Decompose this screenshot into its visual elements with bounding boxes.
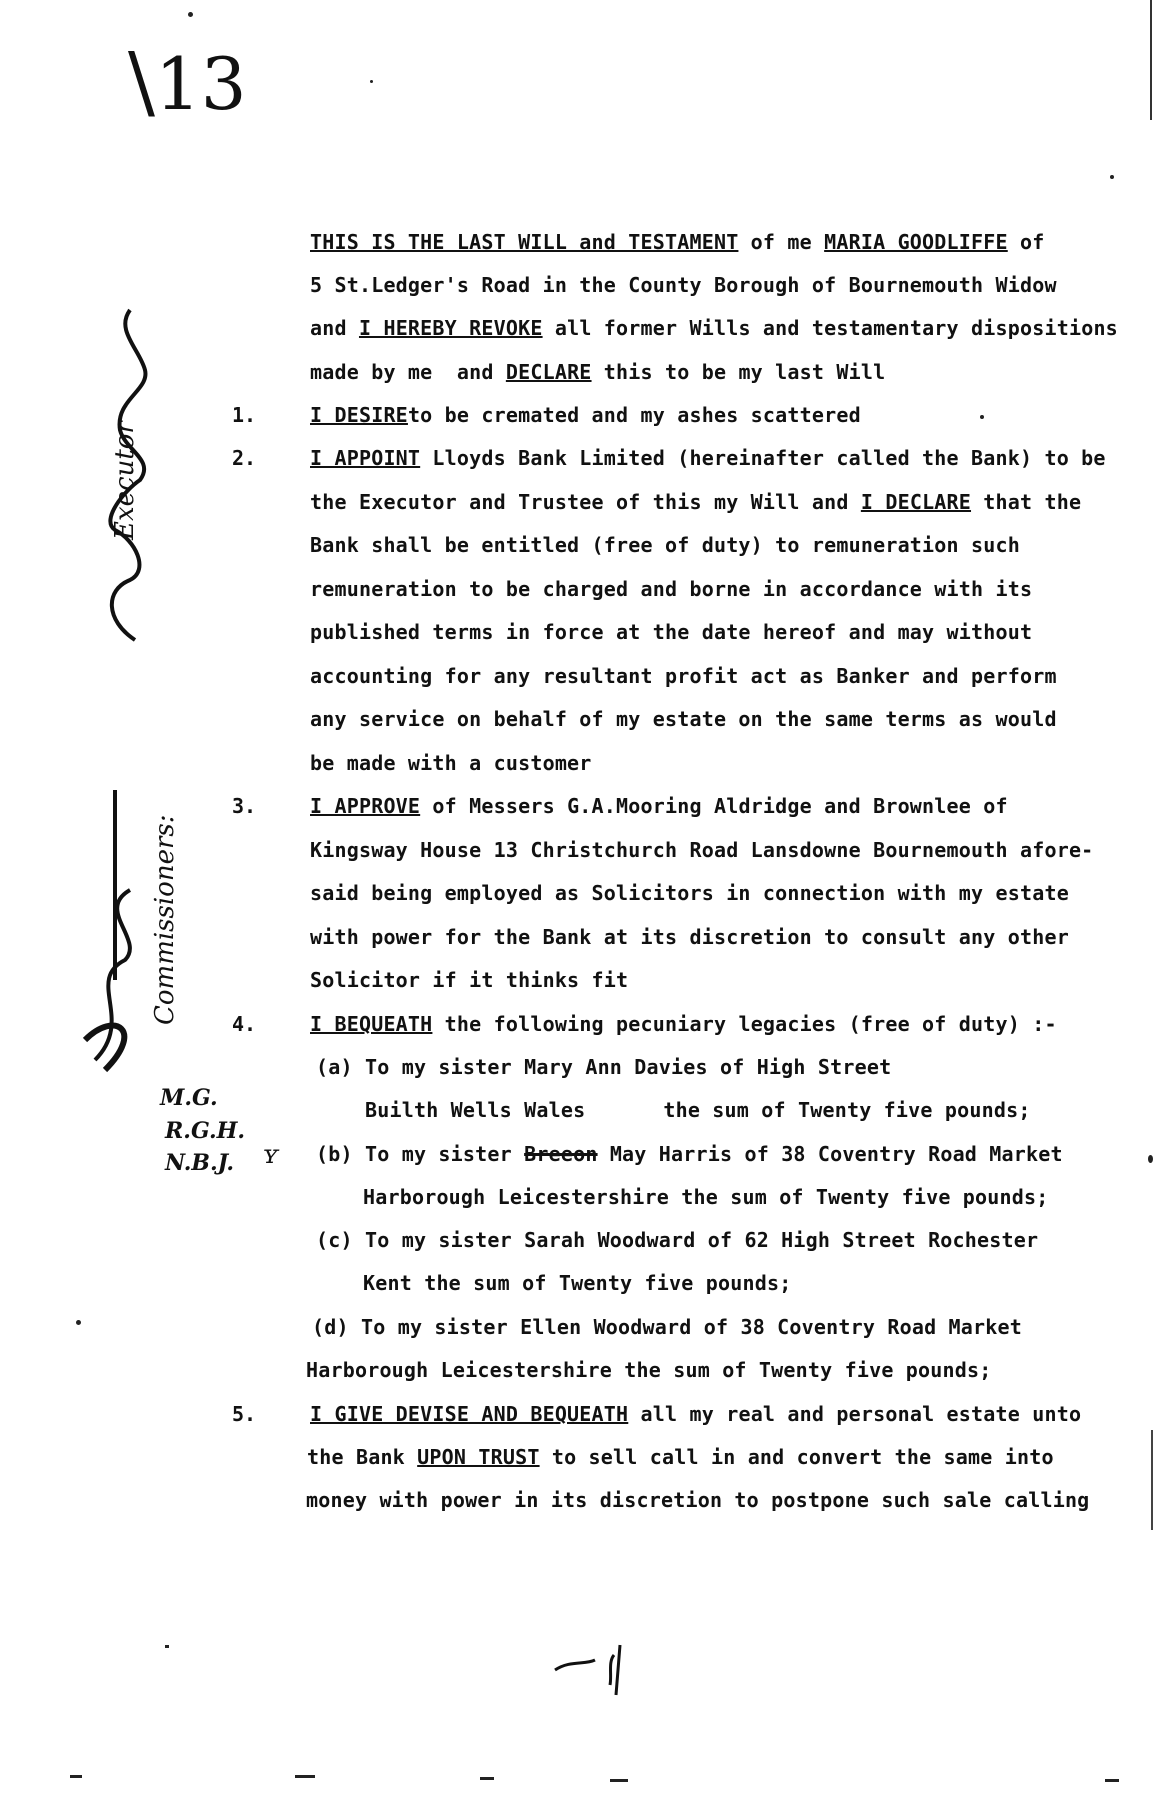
scan-dash	[610, 1779, 628, 1782]
declare-clause: DECLARE	[505, 360, 592, 384]
scan-speck	[76, 1320, 81, 1325]
clause-5-line-1: I GIVE DEVISE AND BEQUEATH all my real and personal estate unto	[310, 1402, 1082, 1426]
opening-line-4: made by me and DECLARE this to be my last Will	[310, 360, 886, 384]
clause-2-line-2: the Executor and Trustee of this my Will and I DECLARE that the	[310, 490, 1082, 514]
legacy-c-line-2: Kent the sum of Twenty five pounds;	[363, 1271, 792, 1295]
legacy-b-line-1: (b) To my sister Breeon May Harris of 38 Coventry Road Market	[316, 1142, 1063, 1166]
clause-2-line-6: accounting for any resultant profit act as Banker and perform	[310, 664, 1057, 688]
legacy-c-line-1: (c) To my sister Sarah Woodward of 62 High Street Rochester	[316, 1228, 1039, 1252]
will-title: THIS IS THE LAST WILL and TESTAMENT	[310, 230, 739, 254]
clause-1-line: I DESIREto be cremated and my ashes scattered	[310, 403, 861, 427]
clause-3-line-3: said being employed as Solicitors in connection with my estate	[310, 881, 1069, 905]
scan-speck	[188, 12, 193, 17]
scan-dash	[295, 1775, 315, 1778]
clause-2-line-8: be made with a customer	[310, 751, 592, 775]
clause-3-line-5: Solicitor if it thinks fit	[310, 968, 629, 992]
testator-name: MARIA GOODLIFFE	[824, 230, 1008, 254]
scan-edge	[1150, 0, 1152, 120]
clause-number: 5.	[232, 1402, 257, 1426]
folio-number: \13	[128, 35, 247, 128]
scan-dash	[480, 1777, 494, 1780]
clause-2-line-4: remuneration to be charged and borne in accordance with its	[310, 577, 1033, 601]
clause-3-line-4: with power for the Bank at its discretion to consult any other	[310, 925, 1069, 949]
scan-dash	[165, 1645, 169, 1648]
revoke-clause: I HEREBY REVOKE	[358, 316, 543, 340]
struck-word: Breeon	[524, 1142, 598, 1166]
clause-2-line-1: I APPOINT Lloyds Bank Limited (hereinafter called the Bank) to be	[310, 446, 1106, 470]
legacy-a-line-2: Builth Wells Wales the sum of Twenty five pounds;	[365, 1098, 1031, 1122]
opening-line-2: 5 St.Ledger's Road in the County Borough of Bournemouth Widow	[310, 273, 1057, 297]
clause-3-line-2: Kingsway House 13 Christchurch Road Lansdowne Bournemouth afore-	[310, 838, 1094, 862]
opening-line-3: and I HEREBY REVOKE all former Wills and testamentary dispositions	[310, 316, 1118, 340]
initials-2: R.G.H.	[165, 1118, 246, 1144]
clause-2-line-7: any service on behalf of my estate on the same terms as would	[310, 707, 1057, 731]
clause-5-line-3: money with power in its discretion to postpone such sale calling	[306, 1488, 1090, 1512]
page-initial-mark	[550, 1640, 640, 1700]
legacy-d-line-2: Harborough Leicestershire the sum of Twenty five pounds;	[306, 1358, 992, 1382]
clause-4-line-1: I BEQUEATH the following pecuniary legacies (free of duty) :-	[310, 1012, 1057, 1036]
opening-line-1: THIS IS THE LAST WILL and TESTAMENT of me MARIA GOODLIFFE of	[310, 230, 1045, 254]
clause-number: 3.	[232, 794, 257, 818]
scan-dash	[70, 1775, 82, 1778]
legacy-a-line-1: (a) To my sister Mary Ann Davies of High Street	[316, 1055, 892, 1079]
initials-3: N.B.J.	[165, 1150, 234, 1176]
commissioner-signature	[75, 780, 155, 1080]
initials-1: M.G.	[160, 1085, 218, 1111]
tick-mark: ʏ	[262, 1140, 280, 1170]
scan-speck	[1148, 1155, 1153, 1163]
clause-3-line-1: I APPROVE of Messers G.A.Mooring Aldridge and Brownlee of	[310, 794, 1008, 818]
clause-number: 2.	[232, 446, 257, 470]
legacy-d-line-1: (d) To my sister Ellen Woodward of 38 Coventry Road Market	[312, 1315, 1022, 1339]
scan-speck	[980, 415, 984, 419]
legacy-b-line-2: Harborough Leicestershire the sum of Twenty five pounds;	[363, 1185, 1049, 1209]
clause-number: 1.	[232, 403, 257, 427]
clause-number: 4.	[232, 1012, 257, 1036]
scan-dash	[1105, 1779, 1119, 1782]
executor-note: Executor	[110, 421, 140, 540]
clause-5-line-2: the Bank UPON TRUST to sell call in and convert the same into	[307, 1445, 1054, 1469]
scan-edge	[1151, 1430, 1153, 1530]
folio-number-text: 13	[154, 42, 247, 126]
commissioners-note: Commissioners:	[150, 814, 180, 1025]
scan-speck	[1110, 175, 1114, 179]
clause-2-line-5: published terms in force at the date hereof and may without	[310, 620, 1033, 644]
scan-speck	[370, 80, 373, 83]
clause-2-line-3: Bank shall be entitled (free of duty) to remuneration such	[310, 533, 1020, 557]
